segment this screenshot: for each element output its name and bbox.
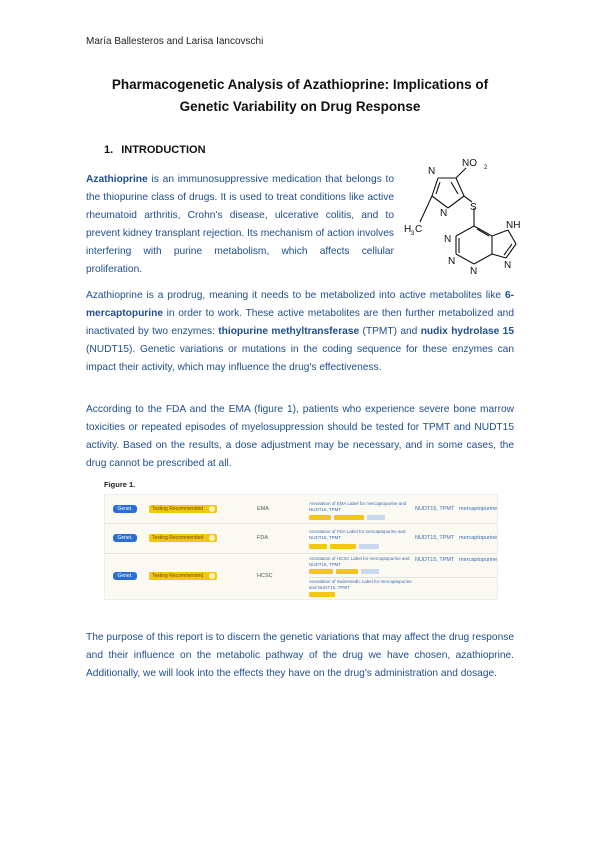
atom-n3: N [444, 234, 452, 245]
paragraph-2-text-2: in order to work. These active metabolites are then further metabolized and inactivated by two enzymes: [86, 308, 514, 337]
gene-cell: NUDT15, TPMT [415, 535, 455, 541]
agency-cell: HCSC [257, 573, 273, 579]
enzyme-nudt15-bold: nudix hydrolase 15 [420, 326, 514, 337]
recommendation-badge [149, 534, 217, 542]
label-annotation-table [104, 494, 498, 600]
enzyme-tpmt-bold: thiopurine methyltransferase [218, 326, 360, 337]
table-row [105, 523, 497, 554]
figure-label: Figure 1. [104, 480, 136, 489]
drug-name-bold: Azathioprine [86, 174, 148, 185]
atom-h: H [404, 224, 412, 235]
drug-cell: mercaptopurine [459, 506, 498, 512]
drug-cell: mercaptopurine [459, 557, 498, 563]
section-heading [104, 144, 206, 156]
recommendation-badge [149, 572, 217, 580]
intro-paragraph-1 [86, 171, 394, 279]
paragraph-2-text-3: (TPMT) and [359, 326, 421, 337]
recommendation-text: Testing Recommended [152, 506, 204, 512]
recommendation-text: Testing Recommended [152, 573, 204, 579]
level-badge: Genet. [113, 572, 137, 580]
gene-cell: NUDT15, TPMT [415, 557, 455, 563]
title-line-2: Genetic Variability on Drug Response [179, 99, 421, 114]
annotation-tags [309, 592, 338, 597]
annotation-link: Annotation of Swissmedic Label for mercaptopurine and NUDT15, TPMT [309, 579, 412, 590]
atom-n4: N [448, 256, 456, 267]
recommendation-text: Testing Recommended [152, 535, 204, 541]
paragraph-1-text: is an immunosuppressive medication that belongs to the thiopurine class of drugs. It is used to treat conditions like active rheumatoid arthritis, Crohn's disease, ulcerative colitis, and to prevent kidney transplant rejection. Its mechanism of action involves interfering with purine metabolism, which affects cellular proliferation. [86, 174, 394, 275]
author-header: María Ballesteros and Larisa Iancovschi [86, 36, 264, 47]
row-divider [309, 577, 497, 578]
atom-s: S [470, 202, 477, 213]
paper-title [60, 74, 540, 118]
annotation-link: Annotation of HCSC Label for mercaptopurine and NUDT15, TPMT [309, 556, 410, 567]
atom-no2-subscript: 2 [484, 165, 488, 171]
atom-n5: N [470, 266, 478, 276]
agency-cell: FDA [257, 535, 268, 541]
annotation-link: Annotation of FDA Label for mercaptopurine and NUDT15, TPMT [309, 529, 406, 540]
level-badge: Genet. [113, 534, 137, 542]
info-icon [209, 573, 215, 579]
annotation-tags [309, 569, 382, 574]
atom-h3-subscript: 3 [411, 231, 415, 237]
drug-cell: mercaptopurine [459, 535, 498, 541]
atom-nh: NH [506, 220, 521, 231]
atom-no: NO [462, 158, 477, 169]
title-line-1: Pharmacogenetic Analysis of Azathioprine: Implications of [111, 77, 489, 92]
intro-paragraph-2 [86, 287, 514, 377]
paragraph-2-text-1: Azathioprine is a prodrug, meaning it needs to be metabolized into active metabolites like [86, 290, 505, 301]
agency-cell: EMA [257, 506, 269, 512]
section-number: 1. [104, 144, 114, 156]
atom-n6: N [504, 260, 512, 271]
info-icon [209, 535, 215, 541]
intro-paragraph-3: According to the FDA and the EMA (figure 1), patients who experience severe bone marrow toxicities or repeated episodes of myelosuppression should be tested for TPMT and NUDT15 activity. Based on the results, a dose adjustment may be necessary, and in some cases, the drug cannot be prescribed at all. [86, 404, 514, 469]
metabolite-bold: 6-mercaptopurine [86, 290, 514, 319]
annotation-tags [309, 544, 382, 549]
atom-n2: N [440, 208, 448, 219]
atom-c: C [415, 224, 423, 235]
azathioprine-structure-diagram [398, 156, 526, 276]
table-row [105, 553, 497, 599]
annotation-link: Annotation of EMA Label for mercaptopurine and NUDT15, TPMT [309, 501, 407, 512]
paragraph-2-text-4: (NUDT15). Genetic variations or mutations in the coding sequence for these enzymes can impact their activity, which may influence the drug's effectiveness. [86, 344, 514, 373]
level-badge: Genet. [113, 505, 137, 513]
info-icon [209, 506, 215, 512]
atom-n1: N [428, 166, 436, 177]
section-title: INTRODUCTION [121, 144, 206, 156]
recommendation-badge [149, 505, 217, 513]
annotation-tags [309, 515, 388, 520]
intro-paragraph-4: The purpose of this report is to discern the genetic variations that may affect the drug response and their influence on the metabolic pathway of the drug we have chosen, azathioprine. Additionally, we will look into the effects they have on the drug's administration and dosage. [86, 632, 514, 679]
figure-1 [104, 480, 496, 598]
table-row [105, 495, 497, 524]
gene-cell: NUDT15, TPMT [415, 506, 455, 512]
